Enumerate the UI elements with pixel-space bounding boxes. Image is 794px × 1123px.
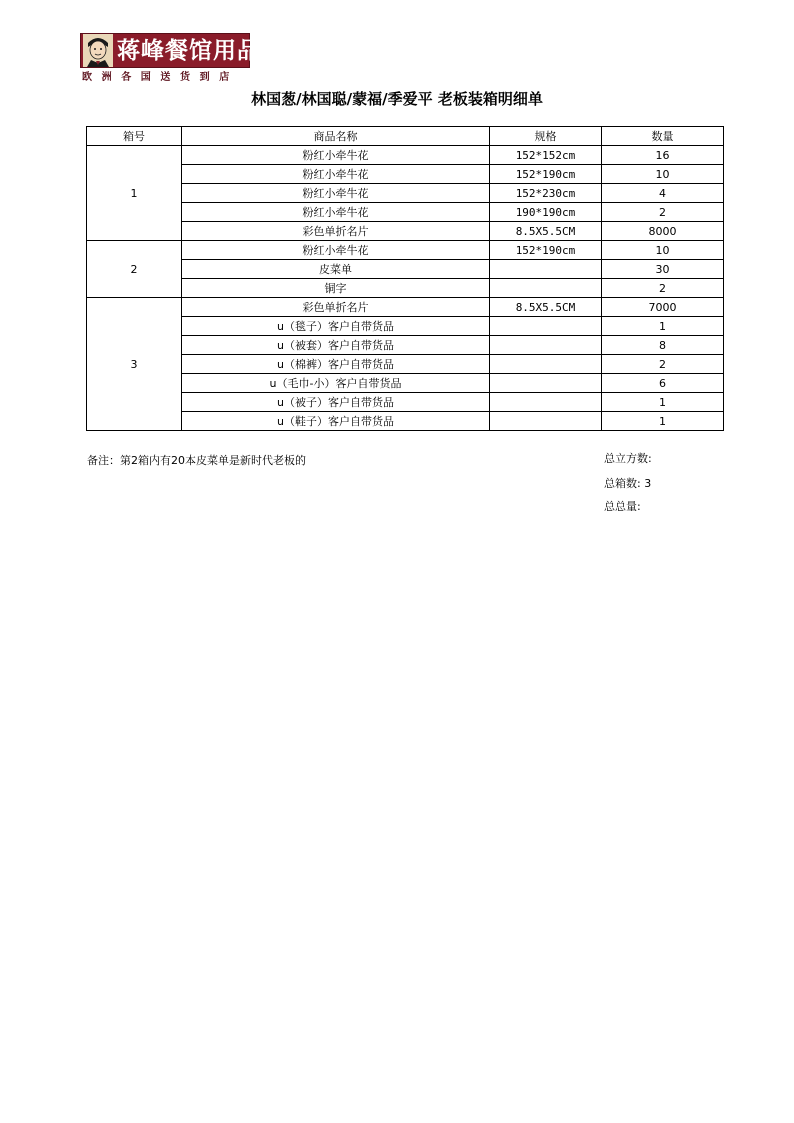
header-quantity: 数量 xyxy=(602,127,724,146)
spec-cell xyxy=(490,355,602,374)
box-number-cell: 2 xyxy=(87,241,182,298)
quantity-cell: 2 xyxy=(602,355,724,374)
product-name-cell: 彩色单折名片 xyxy=(182,298,490,317)
remark-note: 备注：第2箱内有20本皮菜单是新时代老板的 xyxy=(87,454,306,467)
table-row xyxy=(87,184,724,203)
spec-cell xyxy=(490,393,602,412)
spec-cell: 190*190cm xyxy=(490,203,602,222)
table-row xyxy=(87,279,724,298)
product-name-cell: 粉红小牵牛花 xyxy=(182,241,490,260)
packing-list-table xyxy=(86,126,724,431)
product-name-cell: u（鞋子）客户自带货品 xyxy=(182,412,490,431)
logo-banner xyxy=(80,33,261,68)
document-title: 林国葱/林国聪/蒙福/季爱平 老板装箱明细单 xyxy=(251,90,543,108)
quantity-cell: 8000 xyxy=(602,222,724,241)
spec-cell: 152*152cm xyxy=(490,146,602,165)
header-spec: 规格 xyxy=(490,127,602,146)
header-product-name: 商品名称 xyxy=(182,127,490,146)
brand-name: 蒋峰餐馆用品 xyxy=(117,38,261,64)
table-row xyxy=(87,317,724,336)
spec-cell xyxy=(490,317,602,336)
spec-cell xyxy=(490,279,602,298)
table-row xyxy=(87,412,724,431)
table-row xyxy=(87,393,724,412)
spec-cell xyxy=(490,260,602,279)
table-row xyxy=(87,336,724,355)
spec-cell xyxy=(490,412,602,431)
spec-cell: 8.5X5.5CM xyxy=(490,222,602,241)
product-name-cell: 粉红小牵牛花 xyxy=(182,165,490,184)
product-name-cell: u（毯子）客户自带货品 xyxy=(182,317,490,336)
spec-cell: 152*230cm xyxy=(490,184,602,203)
quantity-cell: 7000 xyxy=(602,298,724,317)
table-row xyxy=(87,241,724,260)
product-name-cell: 皮菜单 xyxy=(182,260,490,279)
quantity-cell: 8 xyxy=(602,336,724,355)
spec-cell xyxy=(490,336,602,355)
table-row xyxy=(87,222,724,241)
product-name-cell: u（被子）客户自带货品 xyxy=(182,393,490,412)
product-name-cell: u（被套）客户自带货品 xyxy=(182,336,490,355)
brand-tagline: 欧洲各国送货到店 xyxy=(82,72,239,83)
table-row xyxy=(87,165,724,184)
quantity-cell: 30 xyxy=(602,260,724,279)
product-name-cell: 彩色单折名片 xyxy=(182,222,490,241)
product-name-cell: u（棉裤）客户自带货品 xyxy=(182,355,490,374)
table-row xyxy=(87,374,724,393)
table-row xyxy=(87,203,724,222)
box-number-cell: 3 xyxy=(87,298,182,431)
quantity-cell: 1 xyxy=(602,317,724,336)
quantity-cell: 6 xyxy=(602,374,724,393)
product-name-cell: 粉红小牵牛花 xyxy=(182,203,490,222)
quantity-cell: 2 xyxy=(602,203,724,222)
spec-cell: 152*190cm xyxy=(490,165,602,184)
product-name-cell: 铜字 xyxy=(182,279,490,298)
table-row xyxy=(87,298,724,317)
spec-cell: 8.5X5.5CM xyxy=(490,298,602,317)
table-row xyxy=(87,146,724,165)
spec-cell xyxy=(490,374,602,393)
box-number-cell: 1 xyxy=(87,146,182,241)
quantity-cell: 10 xyxy=(602,241,724,260)
quantity-cell: 1 xyxy=(602,393,724,412)
product-name-cell: u（毛巾-小）客户自带货品 xyxy=(182,374,490,393)
product-name-cell: 粉红小牵牛花 xyxy=(182,184,490,203)
header-box-no: 箱号 xyxy=(87,127,182,146)
total-weight-label: 总总量: xyxy=(604,500,641,513)
table-row xyxy=(87,355,724,374)
table-header-row xyxy=(87,127,724,146)
quantity-cell: 4 xyxy=(602,184,724,203)
spec-cell: 152*190cm xyxy=(490,241,602,260)
quantity-cell: 16 xyxy=(602,146,724,165)
quantity-cell: 10 xyxy=(602,165,724,184)
product-name-cell: 粉红小牵牛花 xyxy=(182,146,490,165)
quantity-cell: 2 xyxy=(602,279,724,298)
total-boxes-label: 总箱数: 3 xyxy=(604,477,652,490)
total-volume-label: 总立方数: xyxy=(604,452,652,465)
brand-logo xyxy=(80,33,261,83)
quantity-cell: 1 xyxy=(602,412,724,431)
chef-portrait-icon xyxy=(83,34,113,67)
table-row xyxy=(87,260,724,279)
